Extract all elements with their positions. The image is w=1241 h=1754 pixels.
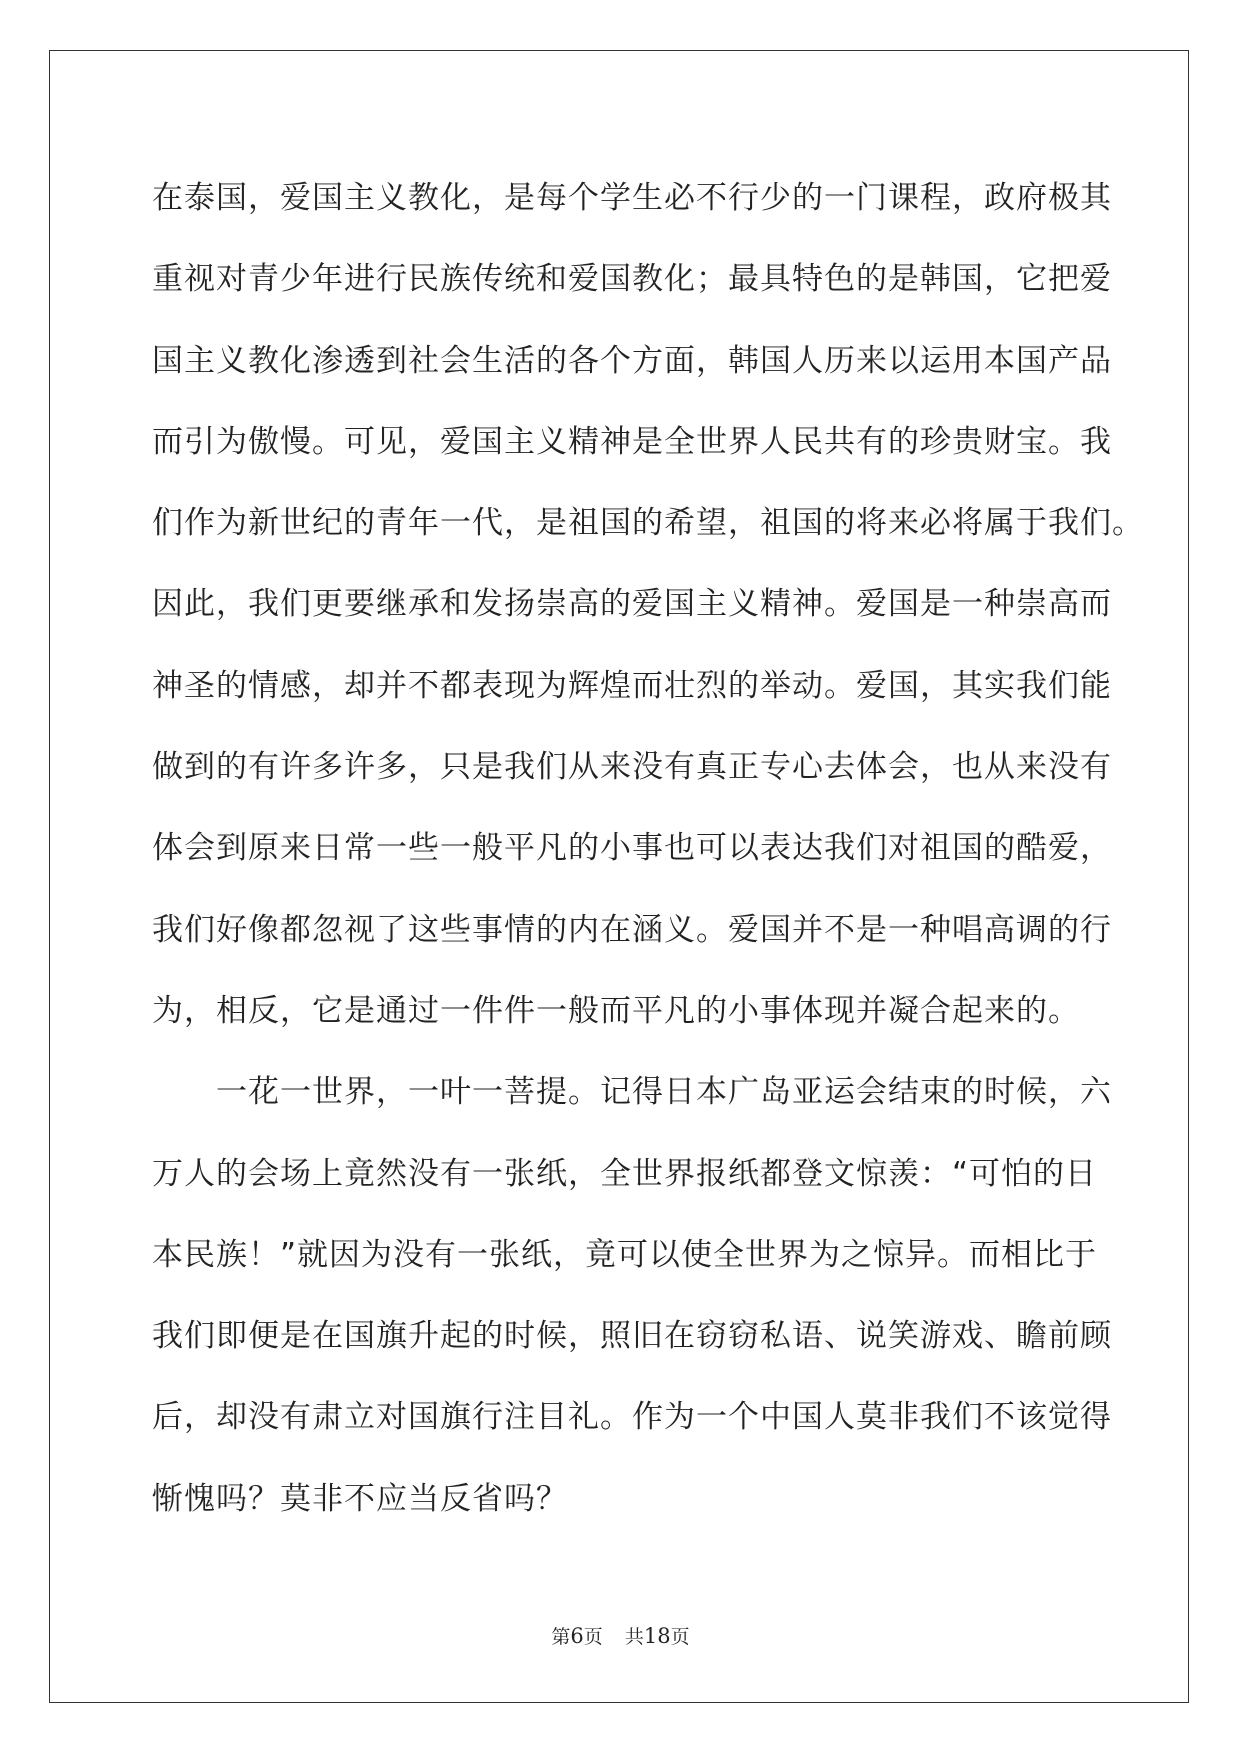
page-suffix: 页 — [583, 1626, 603, 1648]
total-pages: 18 — [643, 1624, 671, 1648]
text-line: 们作为新世纪的青年一代，是祖国的希望，祖国的将来必将属于我们。 — [152, 505, 1144, 542]
text-line: 在泰国，爱国主义教化，是每个学生必不行少的一门课程，政府极其 — [152, 180, 1112, 216]
text-line: 而引为傲慢。可见，爱国主义精神是全世界人民共有的珍贵财宝。我 — [152, 423, 1112, 460]
text-line: 因此，我们更要继承和发扬崇高的爱国主义精神。爱国是一种崇高而 — [152, 586, 1112, 623]
paragraph-first-line: 一花一世界，一叶一菩提。记得日本广岛亚运会结束的时候，六 — [216, 1074, 1112, 1111]
text-line: 为，相反，它是通过一件件一般而平凡的小事体现并凝合起来的。 — [152, 992, 1080, 1029]
text-line: 重视对青少年进行民族传统和爱国教化；最具特色的是韩国，它把爱 — [152, 261, 1112, 298]
page-prefix: 第 — [551, 1626, 571, 1648]
text-line: 我们好像都忽视了这些事情的内在涵义。爱国并不是一种唱高调的行 — [152, 911, 1112, 948]
text-line: 惭愧吗？莫非不应当反省吗？ — [152, 1480, 568, 1517]
text-line: 国主义教化渗透到社会生活的各个方面，韩国人历来以运用本国产品 — [152, 342, 1112, 379]
text-line: 体会到原来日常一些一般平凡的小事也可以表达我们对祖国的酷爱， — [152, 830, 1112, 867]
text-line: 做到的有许多许多，只是我们从来没有真正专心去体会，也从来没有 — [152, 749, 1112, 786]
text-line: 本民族！”就因为没有一张纸，竟可以使全世界为之惊异。而相比于 — [152, 1236, 1098, 1273]
document-body — [152, 158, 1144, 1540]
total-prefix: 共 — [624, 1626, 644, 1648]
page-number: 6 — [570, 1624, 584, 1648]
text-line: 后，却没有肃立对国旗行注目礼。作为一个中国人莫非我们不该觉得 — [152, 1399, 1112, 1436]
text-line: 神圣的情感，却并不都表现为辉煌而壮烈的举动。爱国，其实我们能 — [152, 667, 1112, 704]
page-footer — [0, 1622, 1241, 1649]
total-suffix: 页 — [670, 1626, 690, 1648]
text-line: 我们即便是在国旗升起的时候，照旧在窃窃私语、说笑游戏、瞻前顾 — [152, 1318, 1112, 1355]
text-line: 万人的会场上竟然没有一张纸，全世界报纸都登文惊羡：“可怕的日 — [152, 1155, 1098, 1192]
